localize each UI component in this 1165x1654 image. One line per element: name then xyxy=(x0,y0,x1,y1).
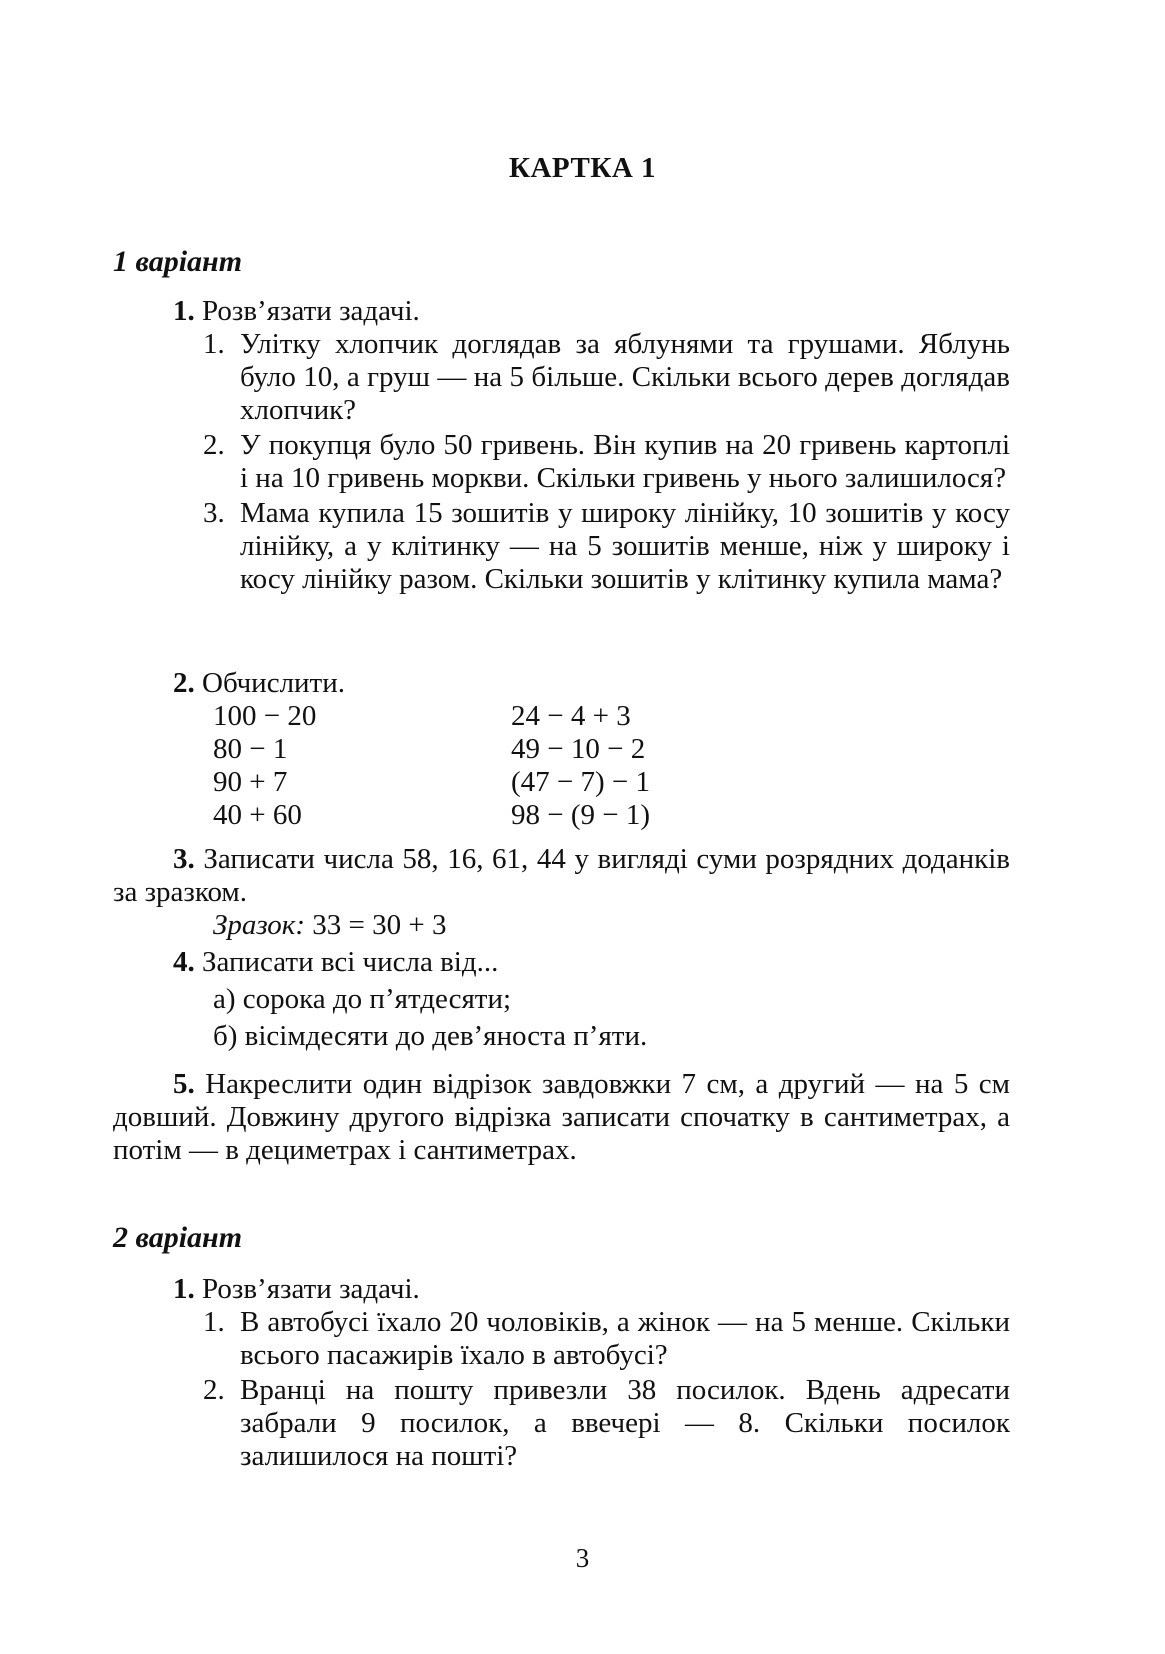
task-number: 2. xyxy=(173,667,195,699)
problem-item xyxy=(203,1306,1010,1372)
task-1-heading xyxy=(113,295,1010,328)
task-number: 5. xyxy=(173,1068,195,1100)
calculation-row xyxy=(213,700,733,733)
task-4-heading xyxy=(113,946,1010,979)
problem-text: Улітку хлопчик доглядав за яблунями та грушами. Яблунь було 10, а груш — на 5 більше. Скільки всього дерев доглядав хлопчик? xyxy=(240,328,1010,426)
problem-text: Мама купила 15 зошитів у широку лінійку, 10 зошитів у косу лінійку, а у клітинку — на 5 зошитів менше, ніж у широку і косу лінійку разом. Скільки зошитів у клітинку купила мама? xyxy=(240,497,1010,595)
problem-text: В автобусі їхало 20 чоловіків, а жінок — на 5 менше. Скільки всього пасажирів їхало в автобусі? xyxy=(240,1306,1010,1371)
sample-label: Зразок: xyxy=(213,909,306,941)
problem-number: 3. xyxy=(203,497,225,529)
task-number: 1. xyxy=(173,1273,195,1305)
variant-1-task-4 xyxy=(113,946,1010,1053)
problem-number: 1. xyxy=(203,1306,225,1338)
expression: 24 − 4 + 3 xyxy=(511,700,631,732)
list-item: а) сорока до п’ятдесяти; xyxy=(213,983,512,1015)
expression: 40 + 60 xyxy=(213,799,302,831)
task-text: Обчислити. xyxy=(202,667,346,699)
problem-item xyxy=(203,429,1010,495)
expression: 80 − 1 xyxy=(213,733,288,765)
page-number: 3 xyxy=(575,1543,590,1573)
problem-item xyxy=(203,497,1010,596)
calculation-row xyxy=(213,733,733,766)
problem-number: 2. xyxy=(203,429,225,461)
task-text: Записати числа 58, 16, 61, 44 у вигляді суми розрядних доданків за зразком. xyxy=(113,843,1010,908)
variant-1-task-2 xyxy=(113,667,1010,700)
variant-1-task-5 xyxy=(113,1068,1010,1167)
problem-number: 1. xyxy=(203,328,225,360)
variant-1-task-3 xyxy=(113,843,1010,942)
sample-value: 33 = 30 + 3 xyxy=(312,909,447,941)
card-title: КАРТКА 1 xyxy=(508,152,657,184)
variant-2-task-1 xyxy=(113,1273,1010,1473)
task-number: 1. xyxy=(173,295,195,327)
variant-2-heading: 2 варіант xyxy=(113,1221,243,1254)
problem-item xyxy=(203,1374,1010,1473)
task-1-heading xyxy=(113,1273,1010,1306)
problem-item xyxy=(203,328,1010,427)
problem-text: Вранці на пошту привезли 38 посилок. Вдень адресати забрали 9 посилок, а ввечері — 8. Скільки посилок залишилося на пошті? xyxy=(240,1374,1010,1472)
task-3-paragraph xyxy=(113,843,1010,909)
calculation-grid xyxy=(213,700,733,832)
calculation-row xyxy=(213,799,733,832)
task-2-heading xyxy=(113,667,1010,700)
task-text: Розв’язати задачі. xyxy=(202,295,420,327)
variant-1-task-1 xyxy=(113,295,1010,596)
problem-text: У покупця було 50 гривень. Він купив на 20 гривень картоплі і на 10 гривень моркви. Скільки гривень у нього залишилося? xyxy=(240,429,1010,494)
task-text: Записати всі числа від... xyxy=(202,946,499,978)
problem-number: 2. xyxy=(203,1374,225,1406)
task-5-paragraph xyxy=(113,1068,1010,1167)
expression: 49 − 10 − 2 xyxy=(511,733,646,765)
expression: 98 − (9 − 1) xyxy=(511,799,651,831)
task-text: Розв’язати задачі. xyxy=(202,1273,420,1305)
expression: (47 − 7) − 1 xyxy=(511,766,651,798)
expression: 90 + 7 xyxy=(213,766,288,798)
calculation-row xyxy=(213,766,733,799)
task-number: 4. xyxy=(173,946,195,978)
task-number: 3. xyxy=(173,843,195,875)
task-text: Накреслити один відрізок завдовжки 7 см, а другий — на 5 см довший. Довжину другого відрізка записати спочатку в сантиметрах, а потім — в дециметрах і сантиметрах. xyxy=(113,1068,1011,1166)
variant-1-heading: 1 варіант xyxy=(113,245,243,278)
expression: 100 − 20 xyxy=(213,700,317,732)
list-item: б) вісімдесяти до дев’яноста п’яти. xyxy=(213,1020,648,1052)
sample-line xyxy=(113,909,1010,942)
